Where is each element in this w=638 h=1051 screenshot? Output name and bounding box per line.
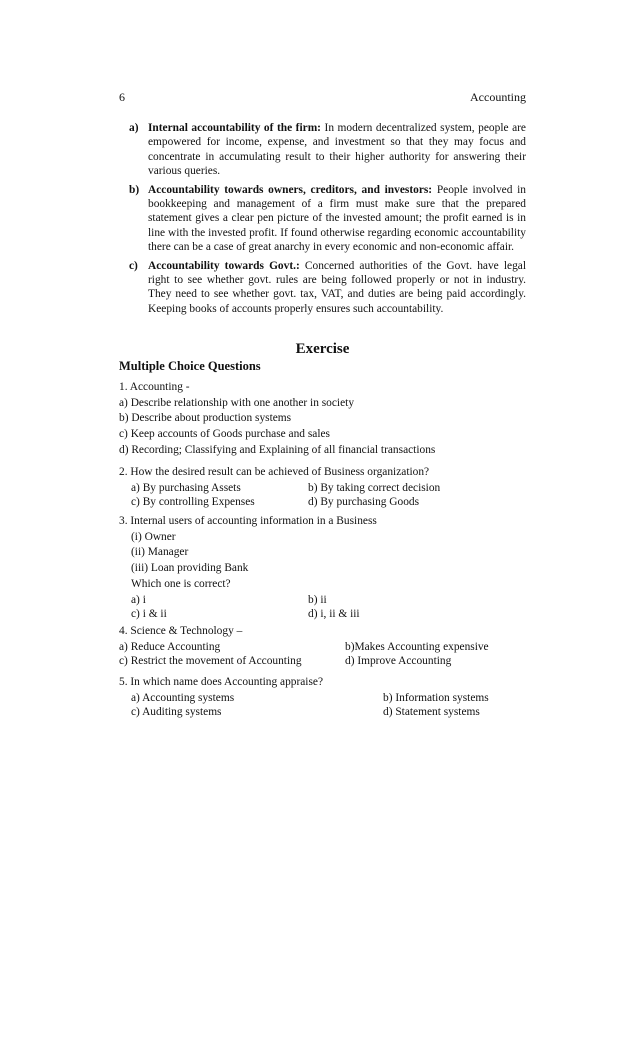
question-5 — [119, 675, 526, 720]
list-item: (iii) Loan providing Bank — [131, 562, 249, 575]
page-number: 6 — [119, 90, 125, 104]
accountability-item-a — [119, 121, 526, 179]
option-a: a) By purchasing Assets — [131, 481, 241, 494]
item-lead: Accountability towards owners, creditors, and investors: — [148, 183, 433, 196]
option-d: d) i, ii & iii — [308, 608, 360, 621]
option-row — [119, 705, 526, 720]
question-text: 4. Science & Technology – — [119, 625, 243, 637]
exercise-heading: Exercise — [295, 341, 350, 357]
item-text: People involved in bookkeeping and management of a firm must make sure that the prepared statement gives a clear pen picture of the invested amount; the profit earned is in line with the invested profit. If found otherwise regarding economic accountability there can be a case of great anarchy in every economic and non-economic affair. — [148, 183, 526, 254]
option-c: c) Auditing systems — [131, 706, 222, 719]
item-marker: a) — [129, 122, 139, 134]
option-d: d) By purchasing Goods — [308, 496, 420, 509]
question-2 — [119, 465, 526, 510]
item-lead: Accountability towards Govt.: — [148, 259, 300, 272]
option-c: c) i & ii — [131, 608, 167, 621]
question-prompt: Which one is correct? — [131, 577, 231, 590]
option-a: a) Accounting systems — [131, 691, 235, 704]
option-d: d) Improve Accounting — [345, 655, 452, 668]
question-text: 3. Internal users of accounting information in a Business — [119, 515, 377, 527]
option-row — [119, 654, 526, 669]
option-a: a) i — [131, 593, 146, 606]
option-row — [119, 691, 526, 706]
option-row — [119, 495, 526, 510]
option-c: c) Keep accounts of Goods purchase and sales — [119, 428, 330, 441]
mcq-subheading: Multiple Choice Questions — [119, 359, 261, 373]
question-text: 5. In which name does Accounting appraise? — [119, 676, 324, 688]
item-lead: Internal accountability of the firm: — [148, 122, 321, 134]
item-text: In modern decentralized system, people are empowered for income, expense, and investment so that they may focus and concentrate in accumulating result to their higher authority for answering their various queries. — [148, 122, 526, 178]
item-marker: c) — [129, 259, 138, 272]
option-row — [119, 481, 526, 496]
option-b: b) ii — [308, 593, 327, 606]
running-title: Accounting — [470, 90, 526, 104]
option-a: a) Describe relationship with one another in society — [119, 396, 355, 409]
option-c: c) Restrict the movement of Accounting — [119, 655, 302, 668]
option-a: a) Reduce Accounting — [119, 640, 221, 653]
question-1 — [119, 380, 526, 459]
option-row — [119, 593, 526, 608]
option-b: b) Information systems — [383, 691, 489, 704]
question-3 — [119, 514, 526, 622]
list-item: (ii) Manager — [131, 546, 189, 559]
option-c: c) By controlling Expenses — [131, 496, 255, 509]
option-row — [119, 607, 526, 622]
option-d: d) Statement systems — [383, 706, 480, 719]
option-row — [119, 640, 526, 655]
accountability-list — [119, 121, 526, 320]
option-b: b) By taking correct decision — [308, 481, 441, 494]
question-4 — [119, 624, 526, 669]
option-d: d) Recording; Classifying and Explaining of all financial transactions — [119, 443, 436, 456]
page-header — [119, 90, 526, 106]
list-item: (i) Owner — [131, 530, 176, 543]
question-text: 2. How the desired result can be achieved of Business organization? — [119, 466, 430, 478]
option-b: b)Makes Accounting expensive — [345, 640, 489, 653]
option-b: b) Describe about production systems — [119, 412, 292, 425]
item-text: Concerned authorities of the Govt. have legal right to see whether govt. rules are being followed properly or not in industry. They need to see whether govt. tax, VAT, and duties are being paid accordingly. Keeping books of accounts properly ensures such accountability. — [148, 259, 527, 315]
question-text: 1. Accounting - — [119, 381, 190, 393]
item-marker: b) — [129, 183, 140, 196]
accountability-item-c — [119, 259, 526, 317]
accountability-item-b — [119, 183, 526, 255]
